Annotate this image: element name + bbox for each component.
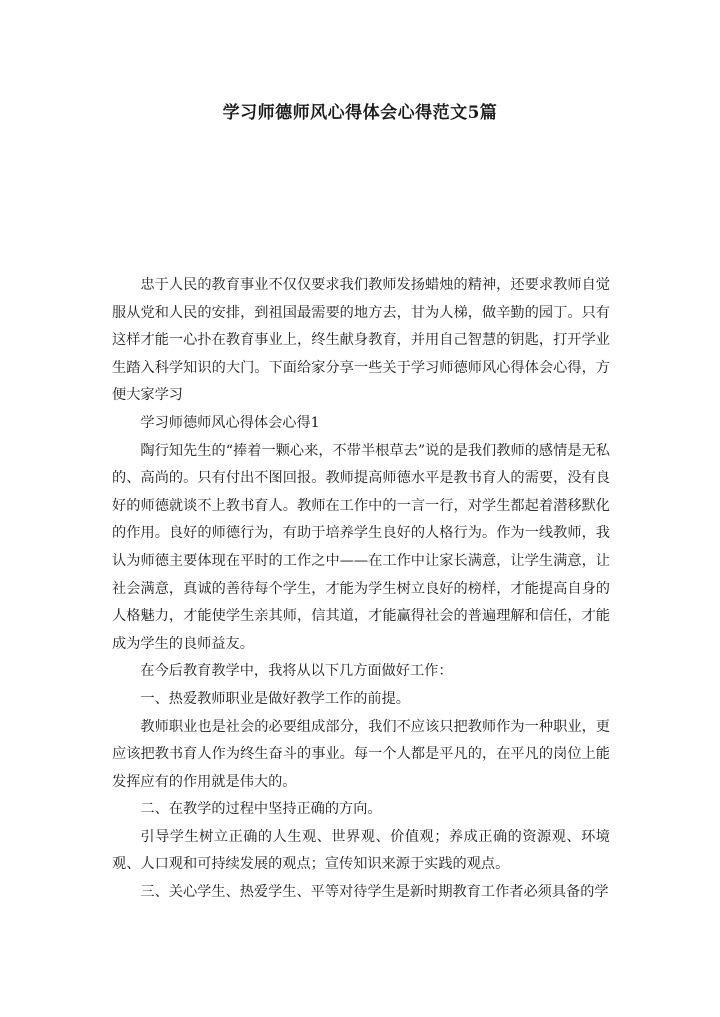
section-heading: 学习师德师风心得体会心得1: [140, 414, 320, 431]
list-point: 二、在教学的过程中坚持正确的方向。: [140, 801, 382, 818]
body-paragraph: 陶行知先生的“捧着一颗心来，不带半根草去”说的是我们教师的感情是无私的、高尚的。只有付出不图回报。教师提高师德水平是教书育人的需要，没有良好的师德就谈不上教书育人。教师在工作中的一言一行，对学生都起着潜移默化的作用。良好的师德行为，有助于培养学生良好的人格行为。作为一线教师，我认为师德主要体现在平时的工作之中——在工作中让家长满意，让学生满意，让社会满意，真诚的善待每个学生，才能为学生树立良好的榜样，才能提高自身的人格魅力，才能使学生亲其师，信其道，才能赢得社会的普遍理解和信任，才能成为学生的良师益友。: [112, 442, 610, 652]
intro-paragraph: 忠于人民的教育事业不仅仅要求我们教师发扬蜡烛的精神，还要求教师自觉服从党和人民的安排，到祖国最需要的地方去，甘为人梯，做辛勤的园丁。只有这样才能一心扑在教育事业上，终生献身教育，并用自己智慧的钥匙，打开学业生踏入科学知识的大门。下面给家分享一些关于学习师德师风心得体会心得，方便大家学习: [112, 277, 610, 404]
document-title: 学习师德师风心得体会心得范文5篇: [222, 103, 498, 123]
document-body: [112, 272, 610, 907]
body-paragraph: 引导学生树立正确的人生观、世界观、价值观；养成正确的资源观、环境观、人口观和可持续发展的观点；宣传知识来源于实践的观点。: [112, 828, 610, 873]
body-paragraph: 在今后教育教学中，我将从以下几方面做好工作：: [140, 663, 453, 680]
list-point: 一、热爱教师职业是做好教学工作的前提。: [140, 690, 410, 707]
list-point: 三、关心学生、热爱学生、平等对待学生是新时期教育工作者必须具备的学: [140, 884, 609, 901]
body-paragraph: 教师职业也是社会的必要组成部分，我们不应该只把教师作为一种职业，更应该把教书育人作为终生奋斗的事业。每一个人都是平凡的，在平凡的岗位上能发挥应有的作用就是伟大的。: [112, 718, 610, 790]
